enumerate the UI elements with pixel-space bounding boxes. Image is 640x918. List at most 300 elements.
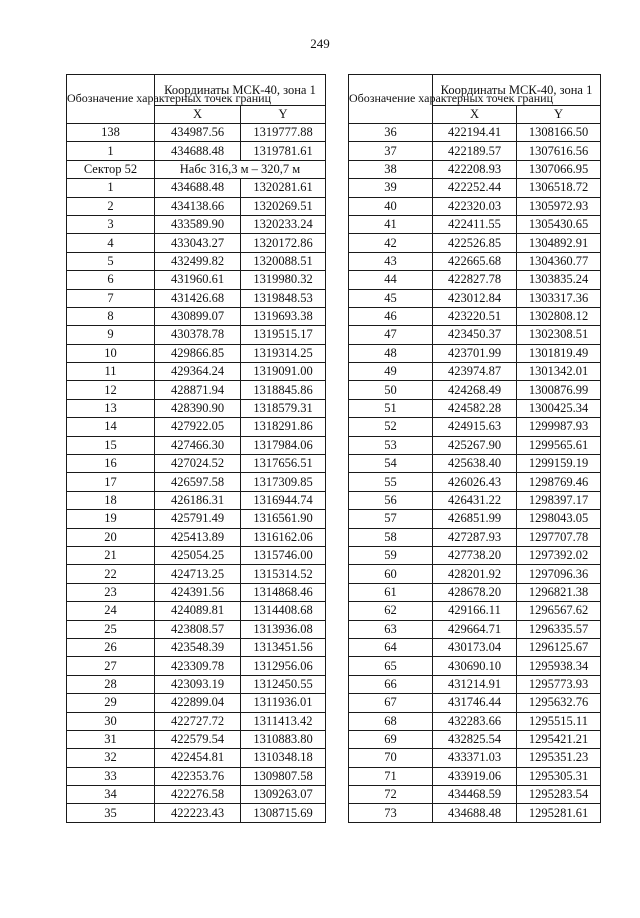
y-coordinate-cell: 1310883.80	[241, 730, 326, 748]
x-coordinate-cell: 426186.31	[155, 491, 241, 509]
x-coordinate-cell: 433043.27	[155, 234, 241, 252]
x-coordinate-cell: 422727.72	[155, 712, 241, 730]
x-coordinate-cell: 431746.44	[433, 694, 517, 712]
point-id-cell: 59	[349, 546, 433, 564]
y-coordinate-cell: 1312956.06	[241, 657, 326, 675]
y-coordinate-cell: 1312450.55	[241, 675, 326, 693]
x-coordinate-cell: 429664.71	[433, 620, 517, 638]
x-coordinate-cell: 434688.48	[155, 142, 241, 160]
point-id-cell: 73	[349, 804, 433, 822]
table-row	[349, 730, 601, 748]
table-row	[349, 234, 601, 252]
table-row	[349, 160, 601, 178]
x-coordinate-cell: 428678.20	[433, 583, 517, 601]
point-id-cell: 48	[349, 344, 433, 362]
point-id-cell: 138	[67, 124, 155, 142]
header-point-name: Обозначение характерных точек границ	[67, 75, 155, 124]
y-coordinate-cell: 1301819.49	[517, 344, 601, 362]
table-row	[67, 215, 326, 233]
point-id-cell: 25	[67, 620, 155, 638]
y-coordinate-cell: 1319777.88	[241, 124, 326, 142]
point-id-cell: 20	[67, 528, 155, 546]
table-row	[349, 528, 601, 546]
table-row	[349, 289, 601, 307]
x-coordinate-cell: 427738.20	[433, 546, 517, 564]
y-coordinate-cell: 1296821.38	[517, 583, 601, 601]
point-id-cell: 72	[349, 786, 433, 804]
x-coordinate-cell: 423012.84	[433, 289, 517, 307]
y-coordinate-cell: 1299565.61	[517, 436, 601, 454]
x-coordinate-cell: 430899.07	[155, 307, 241, 325]
table-row	[349, 638, 601, 656]
table-row	[67, 730, 326, 748]
y-coordinate-cell: 1320269.51	[241, 197, 326, 215]
point-id-cell: 52	[349, 418, 433, 436]
point-id-cell: 40	[349, 197, 433, 215]
x-coordinate-cell: 425413.89	[155, 528, 241, 546]
point-id-cell: 9	[67, 326, 155, 344]
table-row	[349, 197, 601, 215]
x-coordinate-cell: 434987.56	[155, 124, 241, 142]
x-coordinate-cell: 425638.40	[433, 455, 517, 473]
x-coordinate-cell: 428390.90	[155, 399, 241, 417]
table-row	[349, 418, 601, 436]
point-id-cell: 6	[67, 271, 155, 289]
x-coordinate-cell: 423093.19	[155, 675, 241, 693]
y-coordinate-cell: 1295938.34	[517, 657, 601, 675]
y-coordinate-cell: 1319314.25	[241, 344, 326, 362]
y-coordinate-cell: 1296567.62	[517, 602, 601, 620]
point-id-cell: 65	[349, 657, 433, 675]
point-id-cell: 16	[67, 455, 155, 473]
point-id-cell: 63	[349, 620, 433, 638]
x-coordinate-cell: 422454.81	[155, 749, 241, 767]
table-row	[349, 546, 601, 564]
x-coordinate-cell: 424391.56	[155, 583, 241, 601]
y-coordinate-cell: 1320281.61	[241, 179, 326, 197]
table-row	[67, 363, 326, 381]
x-coordinate-cell: 426851.99	[433, 510, 517, 528]
table-row	[67, 399, 326, 417]
x-coordinate-cell: 430378.78	[155, 326, 241, 344]
table-row	[349, 657, 601, 675]
table-row	[67, 473, 326, 491]
table-row	[67, 657, 326, 675]
x-coordinate-cell: 429166.11	[433, 602, 517, 620]
x-coordinate-cell: 426026.43	[433, 473, 517, 491]
table-row	[67, 124, 326, 142]
point-id-cell: 24	[67, 602, 155, 620]
table-row	[349, 804, 601, 822]
y-coordinate-cell: 1298397.17	[517, 491, 601, 509]
point-id-cell: 64	[349, 638, 433, 656]
y-coordinate-cell: 1317656.51	[241, 455, 326, 473]
point-id-cell: 26	[67, 638, 155, 656]
table-row	[67, 234, 326, 252]
y-coordinate-cell: 1298043.05	[517, 510, 601, 528]
point-id-cell: 62	[349, 602, 433, 620]
x-coordinate-cell: 425267.90	[433, 436, 517, 454]
x-coordinate-cell: 422899.04	[155, 694, 241, 712]
table-row	[67, 381, 326, 399]
header-point-name: Обозначение характерных точек границ	[349, 75, 433, 124]
y-coordinate-cell: 1309263.07	[241, 786, 326, 804]
y-coordinate-cell: 1313936.08	[241, 620, 326, 638]
point-id-cell: 46	[349, 307, 433, 325]
x-coordinate-cell: 428201.92	[433, 565, 517, 583]
point-id-cell: 21	[67, 546, 155, 564]
table-row	[67, 602, 326, 620]
y-coordinate-cell: 1314868.46	[241, 583, 326, 601]
table-row	[67, 528, 326, 546]
x-coordinate-cell: 423309.78	[155, 657, 241, 675]
y-coordinate-cell: 1307616.56	[517, 142, 601, 160]
point-id-cell: 60	[349, 565, 433, 583]
x-coordinate-cell: 423974.87	[433, 363, 517, 381]
table-row	[349, 399, 601, 417]
x-coordinate-cell: 427287.93	[433, 528, 517, 546]
table-row	[349, 473, 601, 491]
y-coordinate-cell: 1304892.91	[517, 234, 601, 252]
y-coordinate-cell: 1295351.23	[517, 749, 601, 767]
point-id-cell: 29	[67, 694, 155, 712]
table-row	[67, 179, 326, 197]
table-row	[349, 307, 601, 325]
table-row	[349, 565, 601, 583]
x-coordinate-cell: 429364.24	[155, 363, 241, 381]
point-id-cell: 22	[67, 565, 155, 583]
point-id-cell: 27	[67, 657, 155, 675]
y-coordinate-cell: 1320233.24	[241, 215, 326, 233]
y-coordinate-cell: 1319091.00	[241, 363, 326, 381]
table-row	[67, 675, 326, 693]
header-y: Y	[241, 106, 326, 124]
table-row	[67, 712, 326, 730]
coordinates-table-left	[66, 74, 326, 823]
table-row	[349, 749, 601, 767]
point-id-cell: 67	[349, 694, 433, 712]
table-row	[67, 804, 326, 822]
table-row	[349, 455, 601, 473]
y-coordinate-cell: 1318845.86	[241, 381, 326, 399]
table-row	[67, 583, 326, 601]
x-coordinate-cell: 422411.55	[433, 215, 517, 233]
table-row	[67, 638, 326, 656]
y-coordinate-cell: 1300425.34	[517, 399, 601, 417]
x-coordinate-cell: 427466.30	[155, 436, 241, 454]
y-coordinate-cell: 1302808.12	[517, 307, 601, 325]
x-coordinate-cell: 432499.82	[155, 252, 241, 270]
point-id-cell: 15	[67, 436, 155, 454]
point-id-cell: 10	[67, 344, 155, 362]
table-header	[67, 75, 326, 124]
point-id-cell: 4	[67, 234, 155, 252]
sector-row	[67, 160, 326, 178]
x-coordinate-cell: 423450.37	[433, 326, 517, 344]
point-id-cell: 2	[67, 197, 155, 215]
y-coordinate-cell: 1311936.01	[241, 694, 326, 712]
point-id-cell: 19	[67, 510, 155, 528]
y-coordinate-cell: 1315746.00	[241, 546, 326, 564]
table-row	[67, 546, 326, 564]
point-id-cell: 43	[349, 252, 433, 270]
x-coordinate-cell: 423548.39	[155, 638, 241, 656]
point-id-cell: 44	[349, 271, 433, 289]
table-row	[349, 252, 601, 270]
y-coordinate-cell: 1297096.36	[517, 565, 601, 583]
header-x: X	[433, 106, 517, 124]
table-row	[349, 491, 601, 509]
x-coordinate-cell: 433919.06	[433, 767, 517, 785]
x-coordinate-cell: 423220.51	[433, 307, 517, 325]
y-coordinate-cell: 1307066.95	[517, 160, 601, 178]
y-coordinate-cell: 1319693.38	[241, 307, 326, 325]
x-coordinate-cell: 430173.04	[433, 638, 517, 656]
x-coordinate-cell: 424582.28	[433, 399, 517, 417]
table-row	[349, 326, 601, 344]
sector-info: Набс 316,3 м – 320,7 м	[155, 160, 326, 178]
y-coordinate-cell: 1311413.42	[241, 712, 326, 730]
point-id-cell: 37	[349, 142, 433, 160]
x-coordinate-cell: 425791.49	[155, 510, 241, 528]
y-coordinate-cell: 1296335.57	[517, 620, 601, 638]
point-id-cell: 32	[67, 749, 155, 767]
point-id-cell: 35	[67, 804, 155, 822]
y-coordinate-cell: 1320172.86	[241, 234, 326, 252]
table-header	[349, 75, 601, 124]
y-coordinate-cell: 1297392.02	[517, 546, 601, 564]
point-id-cell: 69	[349, 730, 433, 748]
table-body-top	[67, 124, 326, 161]
x-coordinate-cell: 422252.44	[433, 179, 517, 197]
x-coordinate-cell: 434468.59	[433, 786, 517, 804]
point-id-cell: 5	[67, 252, 155, 270]
point-id-cell: 18	[67, 491, 155, 509]
table-row	[67, 491, 326, 509]
y-coordinate-cell: 1316162.06	[241, 528, 326, 546]
point-id-cell: 54	[349, 455, 433, 473]
point-id-cell: 39	[349, 179, 433, 197]
table-row	[67, 289, 326, 307]
x-coordinate-cell: 424915.63	[433, 418, 517, 436]
point-id-cell: 34	[67, 786, 155, 804]
x-coordinate-cell: 427922.05	[155, 418, 241, 436]
x-coordinate-cell: 432825.54	[433, 730, 517, 748]
point-id-cell: 51	[349, 399, 433, 417]
table-row	[349, 436, 601, 454]
y-coordinate-cell: 1295281.61	[517, 804, 601, 822]
y-coordinate-cell: 1305430.65	[517, 215, 601, 233]
table-row	[349, 767, 601, 785]
table-row	[67, 510, 326, 528]
header-coordinates: Координаты МСК-40, зона 1	[155, 75, 326, 106]
point-id-cell: 13	[67, 399, 155, 417]
table-row	[67, 455, 326, 473]
x-coordinate-cell: 430690.10	[433, 657, 517, 675]
x-coordinate-cell: 425054.25	[155, 546, 241, 564]
table-row	[67, 694, 326, 712]
x-coordinate-cell: 424089.81	[155, 602, 241, 620]
y-coordinate-cell: 1310348.18	[241, 749, 326, 767]
y-coordinate-cell: 1295305.31	[517, 767, 601, 785]
x-coordinate-cell: 422320.03	[433, 197, 517, 215]
sector-row-group	[67, 160, 326, 178]
x-coordinate-cell: 422353.76	[155, 767, 241, 785]
table-row	[67, 326, 326, 344]
table-row	[349, 271, 601, 289]
table-row	[349, 510, 601, 528]
table-row	[67, 307, 326, 325]
point-id-cell: 28	[67, 675, 155, 693]
point-id-cell: 31	[67, 730, 155, 748]
y-coordinate-cell: 1314408.68	[241, 602, 326, 620]
y-coordinate-cell: 1306518.72	[517, 179, 601, 197]
x-coordinate-cell: 424268.49	[433, 381, 517, 399]
point-id-cell: 55	[349, 473, 433, 491]
table-row	[349, 215, 601, 233]
x-coordinate-cell: 422276.58	[155, 786, 241, 804]
x-coordinate-cell: 426597.58	[155, 473, 241, 491]
point-id-cell: 3	[67, 215, 155, 233]
x-coordinate-cell: 423701.99	[433, 344, 517, 362]
y-coordinate-cell: 1313451.56	[241, 638, 326, 656]
point-id-cell: 14	[67, 418, 155, 436]
x-coordinate-cell: 431426.68	[155, 289, 241, 307]
header-y: Y	[517, 106, 601, 124]
point-id-cell: 8	[67, 307, 155, 325]
point-id-cell: 58	[349, 528, 433, 546]
table-row	[67, 749, 326, 767]
y-coordinate-cell: 1296125.67	[517, 638, 601, 656]
point-id-cell: 38	[349, 160, 433, 178]
table-row	[349, 675, 601, 693]
y-coordinate-cell: 1303835.24	[517, 271, 601, 289]
table-row	[67, 786, 326, 804]
table-row	[349, 786, 601, 804]
x-coordinate-cell: 433589.90	[155, 215, 241, 233]
x-coordinate-cell: 423808.57	[155, 620, 241, 638]
x-coordinate-cell: 426431.22	[433, 491, 517, 509]
y-coordinate-cell: 1315314.52	[241, 565, 326, 583]
y-coordinate-cell: 1295632.76	[517, 694, 601, 712]
table-row	[349, 712, 601, 730]
x-coordinate-cell: 422194.41	[433, 124, 517, 142]
y-coordinate-cell: 1309807.58	[241, 767, 326, 785]
sector-label: Сектор 52	[67, 160, 155, 178]
point-id-cell: 57	[349, 510, 433, 528]
point-id-cell: 42	[349, 234, 433, 252]
point-id-cell: 61	[349, 583, 433, 601]
x-coordinate-cell: 422208.93	[433, 160, 517, 178]
y-coordinate-cell: 1302308.51	[517, 326, 601, 344]
y-coordinate-cell: 1304360.77	[517, 252, 601, 270]
y-coordinate-cell: 1295421.21	[517, 730, 601, 748]
table-row	[67, 436, 326, 454]
x-coordinate-cell: 422189.57	[433, 142, 517, 160]
table-row	[349, 124, 601, 142]
point-id-cell: 33	[67, 767, 155, 785]
y-coordinate-cell: 1319980.32	[241, 271, 326, 289]
y-coordinate-cell: 1320088.51	[241, 252, 326, 270]
table-body	[67, 179, 326, 823]
point-id-cell: 47	[349, 326, 433, 344]
y-coordinate-cell: 1316561.90	[241, 510, 326, 528]
table-row	[349, 179, 601, 197]
table-row	[349, 142, 601, 160]
x-coordinate-cell: 427024.52	[155, 455, 241, 473]
header-x: X	[155, 106, 241, 124]
header-coordinates: Координаты МСК-40, зона 1	[433, 75, 601, 106]
table-row	[349, 363, 601, 381]
x-coordinate-cell: 428871.94	[155, 381, 241, 399]
y-coordinate-cell: 1318291.86	[241, 418, 326, 436]
x-coordinate-cell: 431214.91	[433, 675, 517, 693]
y-coordinate-cell: 1305972.93	[517, 197, 601, 215]
table-body	[349, 124, 601, 823]
table-row	[349, 602, 601, 620]
table-row	[349, 381, 601, 399]
point-id-cell: 53	[349, 436, 433, 454]
y-coordinate-cell: 1299987.93	[517, 418, 601, 436]
coordinates-table-right	[348, 74, 601, 823]
table-row	[349, 344, 601, 362]
point-id-cell: 7	[67, 289, 155, 307]
y-coordinate-cell: 1300876.99	[517, 381, 601, 399]
table-row	[349, 620, 601, 638]
x-coordinate-cell: 424713.25	[155, 565, 241, 583]
point-id-cell: 12	[67, 381, 155, 399]
x-coordinate-cell: 431960.61	[155, 271, 241, 289]
table-row	[67, 252, 326, 270]
y-coordinate-cell: 1295283.54	[517, 786, 601, 804]
point-id-cell: 23	[67, 583, 155, 601]
point-id-cell: 36	[349, 124, 433, 142]
point-id-cell: 66	[349, 675, 433, 693]
table-row	[67, 197, 326, 215]
x-coordinate-cell: 422827.78	[433, 271, 517, 289]
y-coordinate-cell: 1316944.74	[241, 491, 326, 509]
y-coordinate-cell: 1319848.53	[241, 289, 326, 307]
y-coordinate-cell: 1317309.85	[241, 473, 326, 491]
x-coordinate-cell: 422526.85	[433, 234, 517, 252]
page-number: 249	[310, 36, 330, 51]
point-id-cell: 11	[67, 363, 155, 381]
y-coordinate-cell: 1317984.06	[241, 436, 326, 454]
table-row	[67, 767, 326, 785]
y-coordinate-cell: 1295773.93	[517, 675, 601, 693]
y-coordinate-cell: 1318579.31	[241, 399, 326, 417]
table-row	[67, 620, 326, 638]
x-coordinate-cell: 432283.66	[433, 712, 517, 730]
x-coordinate-cell: 434138.66	[155, 197, 241, 215]
x-coordinate-cell: 422223.43	[155, 804, 241, 822]
y-coordinate-cell: 1308166.50	[517, 124, 601, 142]
table-row	[349, 583, 601, 601]
x-coordinate-cell: 433371.03	[433, 749, 517, 767]
point-id-cell: 1	[67, 179, 155, 197]
y-coordinate-cell: 1319781.61	[241, 142, 326, 160]
point-id-cell: 70	[349, 749, 433, 767]
x-coordinate-cell: 422665.68	[433, 252, 517, 270]
y-coordinate-cell: 1308715.69	[241, 804, 326, 822]
point-id-cell: 50	[349, 381, 433, 399]
point-id-cell: 68	[349, 712, 433, 730]
y-coordinate-cell: 1319515.17	[241, 326, 326, 344]
table-row	[67, 418, 326, 436]
y-coordinate-cell: 1298769.46	[517, 473, 601, 491]
table-row	[349, 694, 601, 712]
y-coordinate-cell: 1295515.11	[517, 712, 601, 730]
